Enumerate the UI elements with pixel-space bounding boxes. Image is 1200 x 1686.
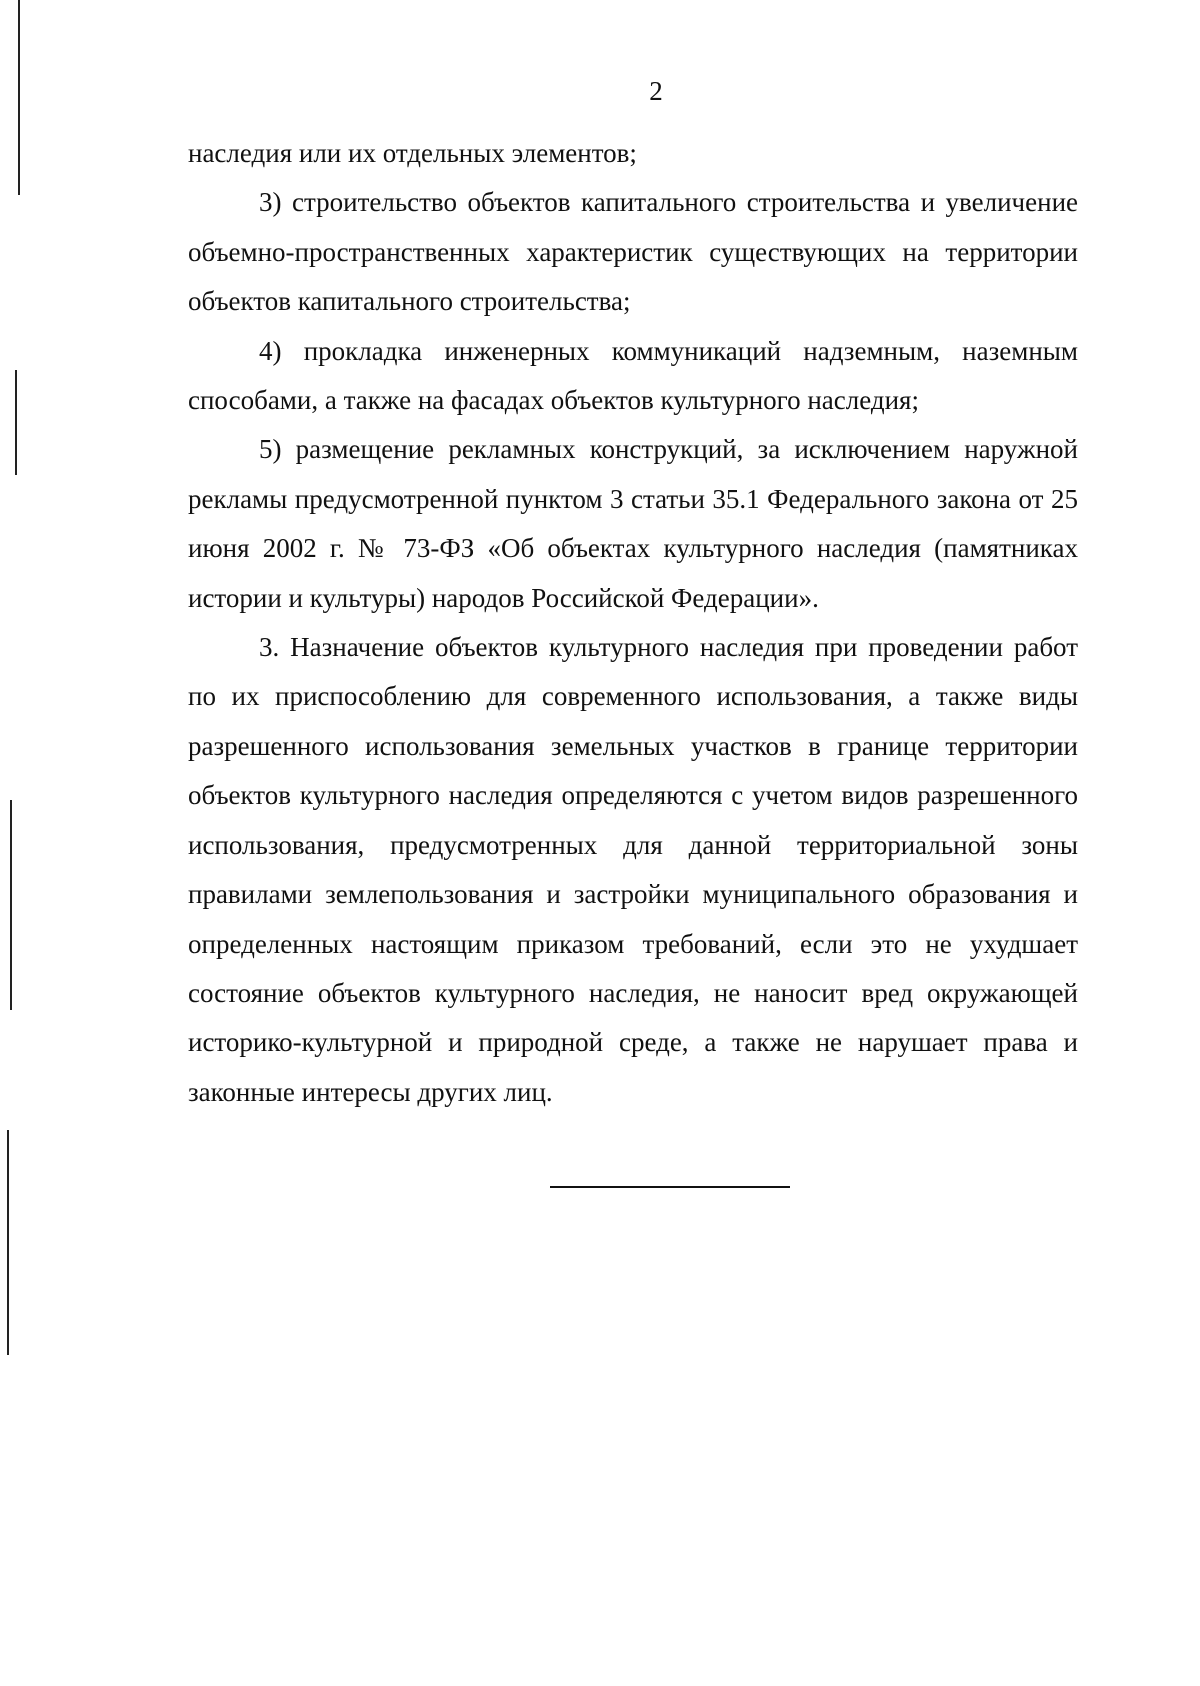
end-of-text-line [550, 1186, 790, 1188]
section-3-paragraph: 3. Назначение объектов культурного наследия при проведении работ по их приспособлению для современного использования, а также виды разрешенного использования земельных участков в границе территории объектов культурного наследия определяются с учетом видов разрешенного использования, предусмотренных для данной территориальной зоны правилами землепользования и застройки муниципального образования и определенных настоящим приказом требований, если это не ухудшает состояние объектов культурного наследия, не наносит вред окружающей историко-культурной и природной среде, а также не нарушает права и законные интересы других лиц. [188, 632, 1078, 1107]
scan-edge-mark [15, 370, 17, 475]
list-item-3: 3) строительство объектов капитального строительства и увеличение объемно-пространственных характеристик существующих на территории объектов капитального строительства; [188, 187, 1078, 317]
list-item-4: 4) прокладка инженерных коммуникаций надземным, наземным способами, а также на фасадах объектов культурного наследия; [188, 335, 1078, 416]
document-body [188, 129, 1078, 1117]
paragraph-continuation: наследия или их отдельных элементов; [188, 138, 637, 168]
page-number: 2 [649, 76, 663, 106]
scan-edge-mark [10, 800, 12, 1010]
list-item-5: 5) размещение рекламных конструкций, за исключением наружной рекламы предусмотренной пунктом 3 статьи 35.1 Федерального закона от 25 июня 2002 г. № 73-ФЗ «Об объектах культурного наследия (памятниках истории и культуры) народов Российской Федерации». [188, 434, 1078, 613]
scan-edge-mark [7, 1130, 9, 1355]
